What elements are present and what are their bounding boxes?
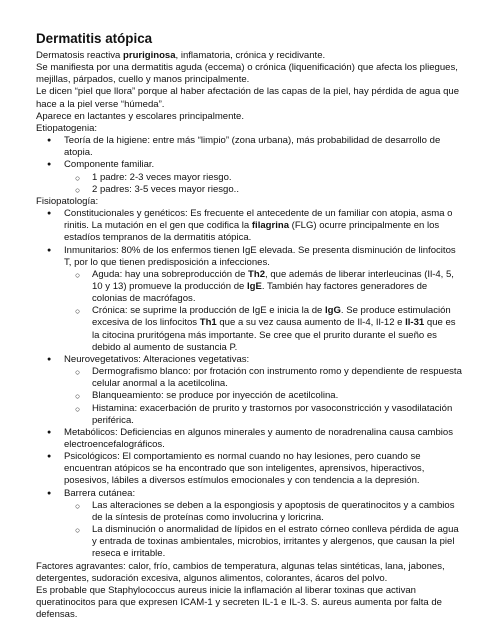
list-item-text — [64, 488, 135, 499]
bold-term: IgG — [324, 305, 341, 317]
text-run: Blanqueamiento: se produce por inyección de acetilcolina. — [92, 390, 339, 402]
text-run: Factores agravantes: calor, frío, cambios de temperatura, algunas telas sintéticas, lana, jabones, detergentes, sudoración excesiva, algunos alimentos, colorantes, ácaros del polvo. — [36, 560, 445, 584]
list-item — [36, 427, 464, 451]
sub-list-item — [64, 403, 464, 427]
outro-paragraph — [36, 585, 464, 621]
text-run: Inmunitarios: 80% de los enfermos tienen IgE elevada. Se presenta disminución de linfocitos T, por lo que tienen predisposición a infecciones. — [64, 244, 456, 268]
text-run: Es probable que Staphylococcus aureus inicie la inflamación al liberar toxinas que activan queratinocitos para que expresen ICAM-1 y secreten IL-1 e IL-3. S. aureus aumenta por falta de defensas. — [36, 584, 442, 621]
text-run: Dermatosis reactiva — [36, 50, 124, 61]
text-run: Teoría de la higiene: entre más “limpio” (zona urbana), más probabilidad de desarrollo de atopia. — [64, 135, 441, 159]
bold-term: filagrina — [251, 220, 290, 232]
intro-paragraph — [36, 86, 464, 110]
list-item-text — [64, 135, 440, 158]
text-run: Psicológicos: El comportamiento es normal cuando no hay lesiones, pero cuando se encuentran atópicos se ha encontrado que son inteligentes, aprensivos, hiperactivos, posesivos, lábiles a diversos estímulos emocionales y con tendencia a la depresión. — [64, 451, 425, 487]
text-run: Metabólicos: Deficiencias en algunos minerales y aumento de noradrenalina causa cambios electroencefalográficos. — [64, 426, 453, 450]
list-item-text — [64, 451, 424, 486]
text-run: Constitucionales y genéticos: Es frecuente el antecedente de un familiar con atopia, asma o rinitis. La mutación en el gen que codifica la — [64, 208, 453, 232]
text-run: , que además de liberar interleucinas (Il-4, 5, 10 y 13) promueve la producción de — [92, 268, 454, 292]
outro-section — [36, 561, 464, 622]
sub-list — [64, 269, 464, 354]
sub-list-item — [64, 184, 464, 196]
text-run: Se manifiesta por una dermatitis aguda (eccema) o crónica (liquenificación) que afecta los pliegues, mejillas, párpados, cuello y manos principalmente. — [36, 62, 458, 86]
text-run: que a su vez causa aumento de Il-4, Il-12 e — [216, 317, 406, 329]
sub-list — [64, 172, 464, 196]
sub-list — [64, 366, 464, 427]
sub-list-item — [64, 366, 464, 390]
fisiopatologia-list — [36, 208, 464, 561]
list-item — [36, 159, 464, 195]
text-run: Crónica: se suprime la producción de IgE e inicia la de — [92, 305, 325, 317]
sub-list-item — [64, 524, 464, 560]
sub-list-item — [64, 172, 464, 184]
outro-paragraph — [36, 561, 464, 585]
list-item-text — [64, 245, 456, 268]
list-item — [36, 451, 464, 487]
text-run: 2 padres: 3-5 veces mayor riesgo.. — [92, 183, 239, 195]
text-run: Barrera cutánea: — [64, 487, 136, 499]
list-item-text — [64, 159, 154, 170]
etiopatogenia-heading: Etiopatogenia: — [36, 122, 98, 134]
sub-list-item — [64, 269, 464, 305]
bold-term: Th1 — [199, 317, 217, 329]
text-run: 1 padre: 2-3 veces mayor riesgo. — [92, 171, 232, 183]
list-item — [36, 245, 464, 354]
text-run: que es la citocina pruritógena más importante. Se cree que el prurito durante el sueño es debido al aumento de sustancia P. — [92, 317, 456, 353]
text-run: Dermografismo blanco: por frotación con instrumento romo y dependiente de respuesta celular anormal a la acetilcolina. — [92, 366, 462, 390]
etiopatogenia-list — [36, 135, 464, 196]
text-run: Aguda: hay una sobreproducción de — [92, 268, 249, 280]
text-run: Le dicen “piel que llora” porque al haber afectación de las capas de la piel, hay pérdida de agua que hace a la piel verse “húmeda”. — [36, 86, 460, 110]
list-item — [36, 488, 464, 561]
sub-list-item — [64, 390, 464, 402]
document-title: Dermatitis atópica — [36, 31, 153, 46]
text-run: (FLG) ocurre principalmente en los estadíos tempranos de la dermatitis atópica. — [64, 220, 440, 244]
text-run: Aparece en lactantes y escolares principalmente. — [36, 110, 245, 122]
text-run: Histamina: exacerbación de prurito y trastornos por vasoconstricción y vasodilatación periférica. — [92, 402, 453, 426]
bold-term: IgE — [246, 280, 262, 292]
text-run: Componente familiar. — [64, 159, 155, 171]
list-item — [36, 208, 464, 244]
list-item — [36, 135, 464, 159]
list-item-text — [64, 354, 249, 365]
text-run: Neurovegetativos: Alteraciones vegetativas: — [64, 353, 250, 365]
bold-term: Th2 — [248, 268, 266, 280]
intro-paragraph — [36, 62, 464, 86]
list-item — [36, 354, 464, 427]
list-item-text — [64, 208, 452, 243]
list-item-text — [64, 427, 453, 450]
text-run: . Se produce estimulación excesiva de los linfocitos — [92, 305, 451, 329]
sub-list-item — [64, 305, 464, 354]
intro-paragraph — [36, 50, 464, 62]
bold-term: pruriginosa — [123, 50, 176, 61]
text-run: Las alteraciones se deben a la espongiosis y apoptosis de queratinocitos y a cambios de la síntesis de proteínas como involucrina y loricrina. — [92, 499, 455, 523]
sub-list — [64, 500, 464, 561]
bold-term: Il-31 — [405, 317, 425, 329]
intro-section — [36, 50, 464, 123]
sub-list-item — [64, 500, 464, 524]
text-run: La disminución o anormalidad de lípidos en el estrato córneo conlleva pérdida de agua y entrada de toxinas ambientales, microbios, irritantes y alergenos, que causan la piel reseca e irritable. — [92, 524, 459, 560]
text-run: , inflamatoria, crónica y recidivante. — [175, 50, 326, 61]
fisiopatologia-heading: Fisiopatología: — [36, 195, 99, 207]
text-run: . También hay factores generadores de colonias de macrófagos. — [92, 280, 428, 305]
intro-paragraph — [36, 111, 464, 123]
